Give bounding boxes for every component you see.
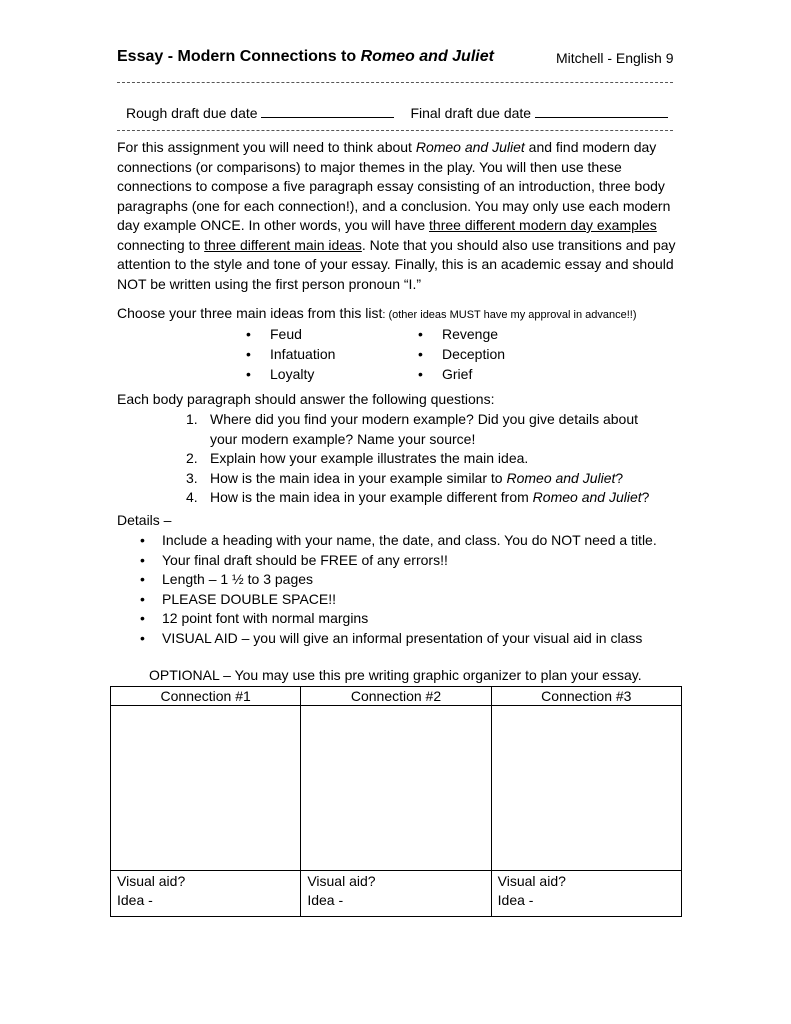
question-text: How is the main idea in your example similar to <box>210 469 507 486</box>
question-text: Explain how your example illustrates the main idea. <box>210 450 529 466</box>
questions-intro: Each body paragraph should answer the following questions: <box>117 391 495 407</box>
title-text: Essay - Modern Connections to <box>117 48 361 65</box>
bullet-icon: • <box>246 366 251 382</box>
connection-1-notes-cell[interactable] <box>111 706 301 871</box>
list-item <box>418 324 505 344</box>
bullet-icon: • <box>140 590 145 607</box>
question-play-name: Romeo and Juliet <box>506 469 616 486</box>
bullet-icon: • <box>418 326 423 342</box>
question-play-name: Romeo and Juliet <box>532 489 642 505</box>
column-header: Connection #1 <box>111 687 301 706</box>
rough-draft-label: Rough draft due date <box>126 105 262 121</box>
final-draft-date-blank <box>535 104 668 118</box>
list-item <box>246 324 335 344</box>
rough-draft-date-blank <box>261 104 394 118</box>
table-header-row <box>111 687 682 706</box>
question-text: Where did you find your modern example? Did you give details about <box>210 411 639 427</box>
list-item <box>246 344 335 364</box>
list-number: 2. <box>186 450 198 466</box>
main-ideas-prompt <box>117 305 636 321</box>
list-number: 1. <box>186 411 198 427</box>
list-item <box>140 531 657 551</box>
list-item <box>140 590 657 610</box>
intro-underline-examples: three different modern day examples <box>429 217 657 233</box>
detail-text: Include a heading with your name, the date, and class. You do NOT need a title. <box>162 532 657 548</box>
idea-label: Infatuation <box>270 346 336 362</box>
question-text: ? <box>615 469 624 486</box>
list-item <box>140 570 657 590</box>
intro-text-4: . Note that you should also use transitions and pay attention to the style and tone of your essay. Finally, this is an academic essay and should NOT be written using the first person pronoun “I.” <box>117 236 676 292</box>
bullet-icon: • <box>418 366 423 382</box>
bullet-icon: • <box>140 551 145 568</box>
table-row <box>111 706 682 871</box>
connection-2-footer-cell[interactable] <box>301 871 491 917</box>
detail-text: Length – 1 ½ to 3 pages <box>162 571 314 588</box>
list-number: 3. <box>186 469 198 486</box>
list-item <box>186 410 666 449</box>
connection-3-notes-cell[interactable] <box>491 706 681 871</box>
details-label: Details – <box>117 512 172 528</box>
question-text: How is the main idea in your example different from <box>210 489 533 505</box>
intro-text-2: and find modern day connections (or comparisons) to major themes in the play. You will then use these connections to compose a five paragraph essay consisting of an introduction, three body paragraphs (one for each connection!), and a conclusion. You may only use each modern day example ONCE. In other words, you will have <box>117 139 671 233</box>
bullet-icon: • <box>418 346 423 362</box>
assignment-description <box>117 138 677 294</box>
page-title <box>117 48 494 66</box>
main-ideas-prompt-text: Choose your three main ideas from this list <box>117 305 383 321</box>
idea-label: Idea - <box>307 892 344 908</box>
connection-2-notes-cell[interactable] <box>301 706 491 871</box>
visual-aid-label: Visual aid? <box>497 873 566 889</box>
idea-label: Idea - <box>117 892 153 908</box>
teacher-class-label: Mitchell - English 9 <box>556 50 674 66</box>
list-item <box>186 469 666 489</box>
intro-text-3: connecting to <box>117 236 205 253</box>
dashed-divider-top <box>117 82 673 83</box>
idea-label: Grief <box>442 366 473 382</box>
table-row <box>111 871 682 917</box>
column-header: Connection #2 <box>301 687 491 706</box>
intro-underline-ideas: three different main ideas <box>204 236 362 253</box>
bullet-icon: • <box>246 346 251 362</box>
list-item <box>140 629 657 649</box>
main-ideas-list-right <box>418 324 505 384</box>
connection-3-footer-cell[interactable] <box>491 871 681 917</box>
detail-text: 12 point font with normal margins <box>162 610 369 627</box>
idea-label: Idea - <box>497 892 534 908</box>
detail-text: PLEASE DOUBLE SPACE!! <box>162 590 337 607</box>
list-number: 4. <box>186 489 198 505</box>
list-item <box>418 364 505 384</box>
graphic-organizer-table <box>110 686 682 917</box>
connection-1-footer-cell[interactable] <box>111 871 301 917</box>
bullet-icon: • <box>246 326 251 342</box>
bullet-icon: • <box>140 610 145 627</box>
main-ideas-approval-note: : (other ideas MUST have my approval in advance!!) <box>382 309 637 321</box>
visual-aid-label: Visual aid? <box>307 873 376 889</box>
due-dates-row <box>126 104 668 121</box>
list-item <box>140 551 657 571</box>
idea-label: Feud <box>270 326 302 342</box>
dashed-divider-bottom <box>117 130 673 131</box>
idea-label: Deception <box>442 346 506 362</box>
title-play-name: Romeo and Juliet <box>360 48 494 65</box>
visual-aid-label: Visual aid? <box>117 873 186 889</box>
detail-text: VISUAL AID – you will give an informal presentation of your visual aid in class <box>162 629 643 646</box>
final-draft-label: Final draft due date <box>410 105 535 121</box>
column-header: Connection #3 <box>491 687 681 706</box>
bullet-icon: • <box>140 629 145 646</box>
organizer-caption: OPTIONAL – You may use this pre writing graphic organizer to plan your essay. <box>149 667 642 683</box>
main-ideas-list-left <box>246 324 335 384</box>
bullet-icon: • <box>140 571 145 588</box>
questions-list <box>186 410 666 508</box>
question-text: your modern example? Name your source! <box>210 430 476 447</box>
question-text: ? <box>641 489 650 505</box>
list-item <box>140 609 657 629</box>
list-item <box>246 364 335 384</box>
details-list <box>140 531 657 649</box>
intro-play-name: Romeo and Juliet <box>415 139 525 155</box>
list-item <box>186 449 666 469</box>
intro-text-1: For this assignment you will need to think about <box>117 139 416 155</box>
bullet-icon: • <box>140 532 145 548</box>
idea-label: Loyalty <box>270 366 315 382</box>
list-item <box>418 344 505 364</box>
idea-label: Revenge <box>442 326 499 342</box>
detail-text: Your final draft should be FREE of any errors!! <box>162 551 448 568</box>
list-item <box>186 488 666 508</box>
